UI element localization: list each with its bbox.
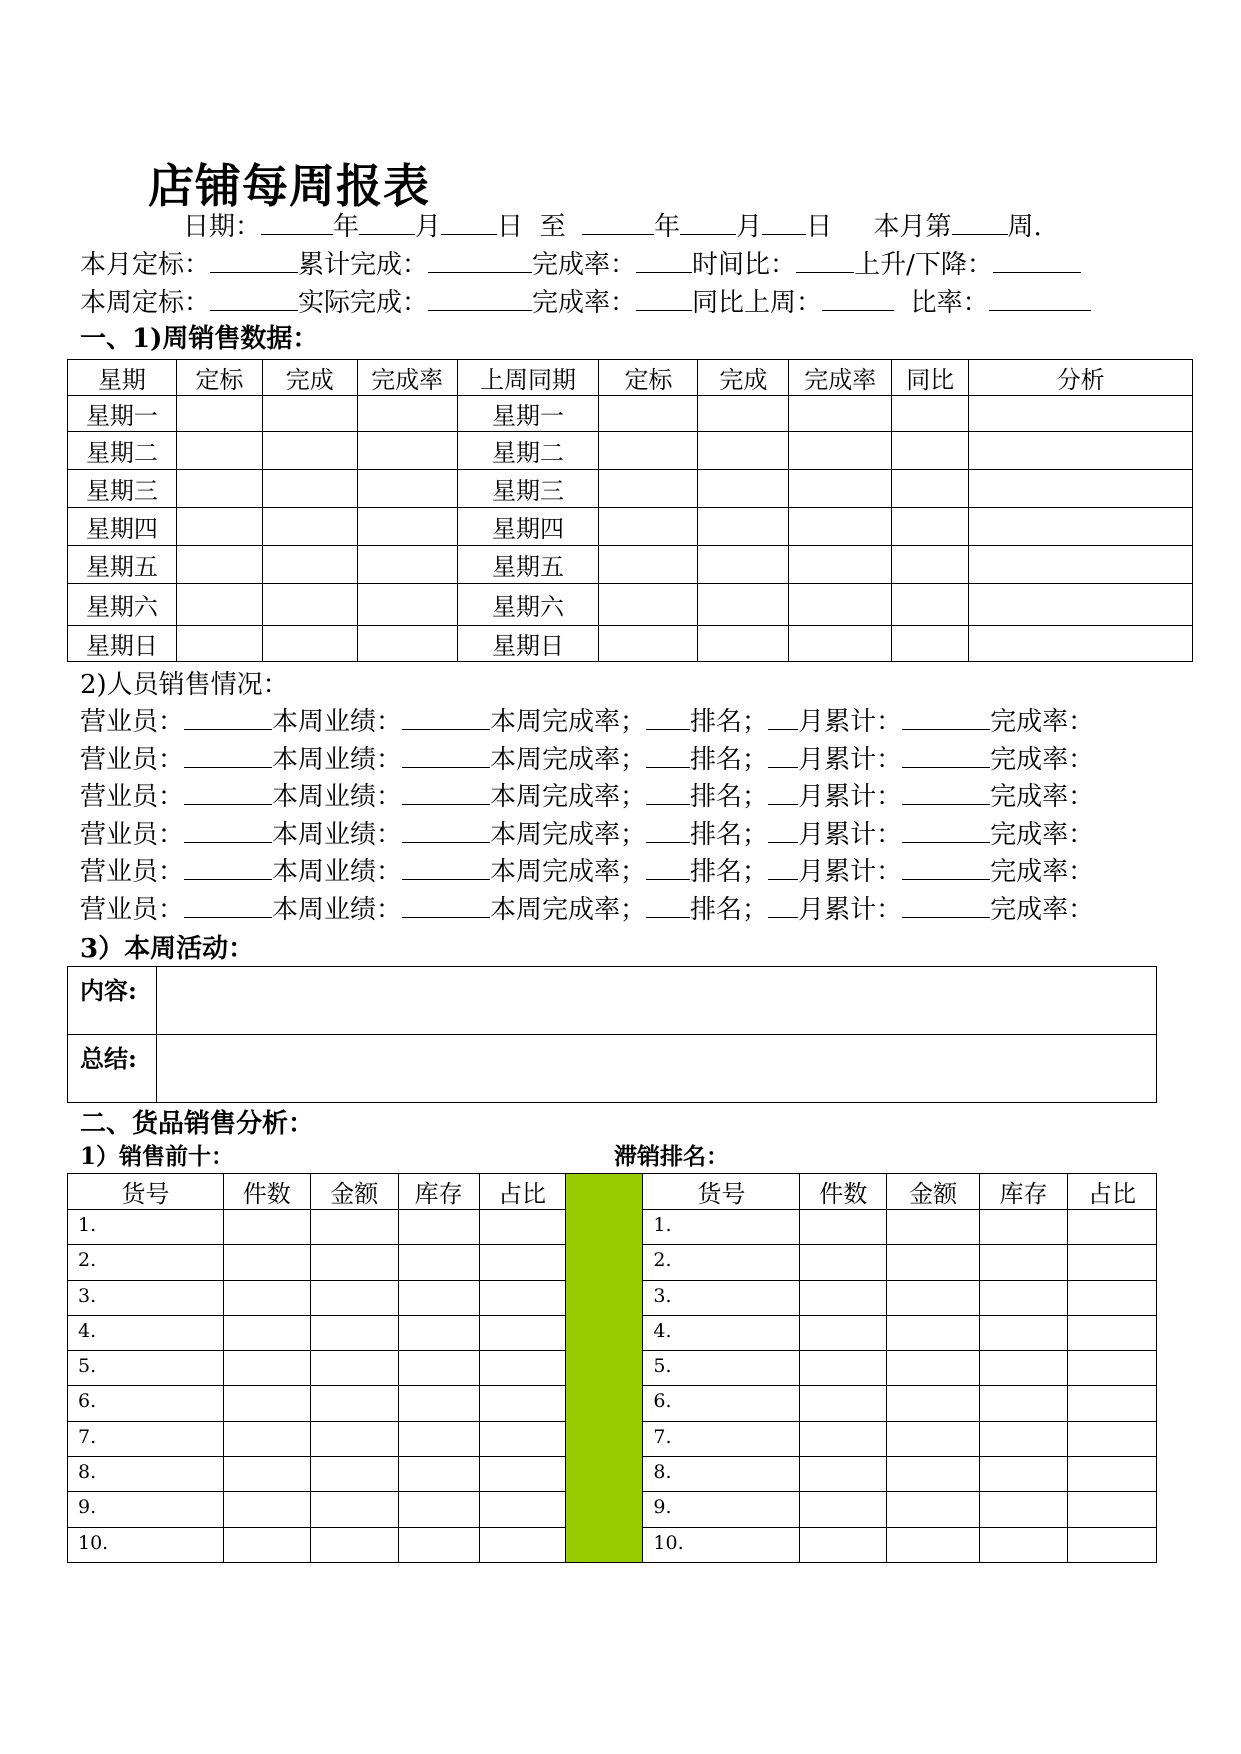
- header-rate: 完成率: [357, 360, 457, 396]
- top10-title: 1）销售前十：: [80, 1143, 235, 1170]
- header-analysis: 分析: [969, 360, 1193, 396]
- top-data-cell[interactable]: [223, 1315, 310, 1350]
- activity-content-cell[interactable]: [156, 967, 1156, 1035]
- slow-data-cell[interactable]: [980, 1210, 1068, 1245]
- weekly-data-cell[interactable]: [789, 432, 892, 470]
- slow-rank-number: 9.: [643, 1492, 800, 1527]
- weekly-data-cell[interactable]: [262, 626, 357, 662]
- top-rank-number: 7.: [68, 1421, 224, 1456]
- top-rank-number: 5.: [68, 1351, 224, 1386]
- slow-rank-number: 3.: [643, 1280, 800, 1315]
- slow-data-cell[interactable]: [800, 1280, 887, 1315]
- top-rank-number: 2.: [68, 1245, 224, 1280]
- activity-table: [67, 966, 1157, 1103]
- slow-data-cell[interactable]: [1068, 1351, 1157, 1386]
- last-week-day-cell: 星期三: [457, 470, 599, 508]
- header-target: 定标: [176, 360, 262, 396]
- weekly-data-cell[interactable]: [357, 584, 457, 626]
- top-data-cell[interactable]: [479, 1421, 565, 1456]
- slow-rank-number: 4.: [643, 1315, 800, 1350]
- day-cell: 星期六: [68, 584, 177, 626]
- weekly-data-cell[interactable]: [176, 470, 262, 508]
- section2-title: 2)人员销售情况：: [80, 670, 289, 700]
- staff-line: 营业员： 本周业绩： 本周完成率； 排名； 月累计： 完成率：: [80, 782, 1095, 812]
- activity-summary-label: 总结:: [68, 1035, 157, 1103]
- top-data-cell[interactable]: [310, 1210, 398, 1245]
- top-data-cell[interactable]: [479, 1280, 565, 1315]
- top-data-cell[interactable]: [398, 1210, 479, 1245]
- activity-content-label: 内容:: [68, 967, 157, 1035]
- top-data-cell[interactable]: [223, 1210, 310, 1245]
- top-data-cell[interactable]: [398, 1386, 479, 1421]
- top-data-cell[interactable]: [398, 1492, 479, 1527]
- weekly-data-cell[interactable]: [357, 626, 457, 662]
- weekly-data-cell[interactable]: [176, 508, 262, 546]
- last-week-day-cell: 星期四: [457, 508, 599, 546]
- goods-header-cell: 金额: [310, 1174, 398, 1210]
- weekly-data-cell[interactable]: [789, 508, 892, 546]
- goods-header-cell: 货号: [68, 1174, 224, 1210]
- weekly-data-cell[interactable]: [892, 546, 969, 584]
- weekly-data-cell[interactable]: [698, 396, 789, 432]
- activity-summary-cell[interactable]: [156, 1035, 1156, 1103]
- weekly-data-cell[interactable]: [698, 432, 789, 470]
- weekly-data-cell[interactable]: [176, 546, 262, 584]
- slow-data-cell[interactable]: [887, 1527, 980, 1562]
- weekly-data-cell[interactable]: [357, 396, 457, 432]
- top-data-cell[interactable]: [310, 1492, 398, 1527]
- top-data-cell[interactable]: [310, 1527, 398, 1562]
- weekly-data-cell[interactable]: [357, 470, 457, 508]
- last-week-day-cell: 星期五: [457, 546, 599, 584]
- slow-data-cell[interactable]: [980, 1492, 1068, 1527]
- top-data-cell[interactable]: [223, 1386, 310, 1421]
- weekly-row: [68, 584, 1193, 626]
- weekly-data-cell[interactable]: [176, 626, 262, 662]
- weekly-data-cell[interactable]: [698, 470, 789, 508]
- part2-title: 二、货品销售分析：: [80, 1109, 315, 1139]
- slow-header-cell: 金额: [887, 1174, 980, 1210]
- header-day: 星期: [68, 360, 177, 396]
- top-data-cell[interactable]: [310, 1315, 398, 1350]
- top-data-cell[interactable]: [479, 1210, 565, 1245]
- goods-header-row: [68, 1174, 1157, 1210]
- weekly-data-cell[interactable]: [789, 626, 892, 662]
- green-separator: [565, 1174, 643, 1563]
- weekly-data-cell[interactable]: [789, 546, 892, 584]
- weekly-data-cell[interactable]: [969, 626, 1193, 662]
- top-data-cell[interactable]: [479, 1457, 565, 1492]
- slow-data-cell[interactable]: [800, 1315, 887, 1350]
- weekly-data-cell[interactable]: [698, 584, 789, 626]
- top-data-cell[interactable]: [223, 1245, 310, 1280]
- top-data-cell[interactable]: [398, 1315, 479, 1350]
- goods-header-cell: 件数: [223, 1174, 310, 1210]
- top-data-cell[interactable]: [479, 1527, 565, 1562]
- slow-title: 滞销排名：: [614, 1143, 729, 1170]
- slow-data-cell[interactable]: [887, 1386, 980, 1421]
- weekly-data-cell[interactable]: [357, 432, 457, 470]
- weekly-data-cell[interactable]: [789, 470, 892, 508]
- top-data-cell[interactable]: [398, 1280, 479, 1315]
- slow-data-cell[interactable]: [800, 1421, 887, 1456]
- staff-line: 营业员： 本周业绩： 本周完成率； 排名； 月累计： 完成率：: [80, 744, 1095, 775]
- day-cell: 星期二: [68, 432, 177, 470]
- weekly-data-cell[interactable]: [789, 584, 892, 626]
- top-rank-number: 1.: [68, 1210, 224, 1245]
- slow-data-cell[interactable]: [1068, 1315, 1157, 1350]
- top-data-cell[interactable]: [223, 1492, 310, 1527]
- top-rank-number: 9.: [68, 1492, 224, 1527]
- top-data-cell[interactable]: [223, 1421, 310, 1456]
- weekly-data-cell[interactable]: [698, 626, 789, 662]
- day-cell: 星期一: [68, 396, 177, 432]
- slow-data-cell[interactable]: [800, 1492, 887, 1527]
- weekly-data-cell[interactable]: [969, 546, 1193, 584]
- top-data-cell[interactable]: [398, 1457, 479, 1492]
- slow-data-cell[interactable]: [887, 1457, 980, 1492]
- top-data-cell[interactable]: [398, 1245, 479, 1280]
- top-data-cell[interactable]: [223, 1527, 310, 1562]
- slow-header-cell: 库存: [980, 1174, 1068, 1210]
- slow-data-cell[interactable]: [980, 1315, 1068, 1350]
- weekly-data-cell[interactable]: [599, 626, 698, 662]
- weekly-data-cell[interactable]: [599, 396, 698, 432]
- header-target-2: 定标: [599, 360, 698, 396]
- slow-data-cell[interactable]: [1068, 1492, 1157, 1527]
- section1-title: 一、1)周销售数据：: [80, 324, 319, 354]
- slow-data-cell[interactable]: [800, 1210, 887, 1245]
- slow-data-cell[interactable]: [800, 1527, 887, 1562]
- staff-line: 营业员： 本周业绩： 本周完成率； 排名； 月累计： 完成率：: [80, 894, 1095, 925]
- slow-data-cell[interactable]: [800, 1457, 887, 1492]
- slow-data-cell[interactable]: [980, 1280, 1068, 1315]
- slow-data-cell[interactable]: [980, 1527, 1068, 1562]
- weekly-data-cell[interactable]: [599, 508, 698, 546]
- slow-data-cell[interactable]: [887, 1245, 980, 1280]
- slow-data-cell[interactable]: [1068, 1457, 1157, 1492]
- top-data-cell[interactable]: [398, 1527, 479, 1562]
- slow-data-cell[interactable]: [887, 1351, 980, 1386]
- weekly-data-cell[interactable]: [892, 626, 969, 662]
- weekly-row: [68, 396, 1193, 432]
- slow-data-cell[interactable]: [1068, 1210, 1157, 1245]
- slow-data-cell[interactable]: [1068, 1527, 1157, 1562]
- header-last-week: 上周同期: [457, 360, 599, 396]
- staff-line: 营业员： 本周业绩： 本周完成率； 排名； 月累计： 完成率：: [80, 857, 1095, 887]
- top-rank-number: 4.: [68, 1315, 224, 1350]
- slow-rank-number: 7.: [643, 1421, 800, 1456]
- slow-data-cell[interactable]: [800, 1351, 887, 1386]
- top-data-cell[interactable]: [310, 1457, 398, 1492]
- slow-data-cell[interactable]: [887, 1421, 980, 1456]
- weekly-data-cell[interactable]: [599, 432, 698, 470]
- slow-data-cell[interactable]: [1068, 1280, 1157, 1315]
- slow-rank-number: 10.: [643, 1527, 800, 1562]
- weekly-row: [68, 470, 1193, 508]
- day-cell: 星期日: [68, 626, 177, 662]
- weekly-data-cell[interactable]: [262, 584, 357, 626]
- weekly-data-cell[interactable]: [892, 470, 969, 508]
- weekly-data-cell[interactable]: [892, 432, 969, 470]
- goods-sales-table: [67, 1173, 1157, 1563]
- weekly-row: [68, 432, 1193, 470]
- weekly-data-cell[interactable]: [176, 396, 262, 432]
- slow-rank-number: 6.: [643, 1386, 800, 1421]
- top-data-cell[interactable]: [398, 1351, 479, 1386]
- section3-title: 3）本周活动：: [80, 934, 255, 964]
- weekly-row: [68, 626, 1193, 662]
- month-target-line: 本月定标： 累计完成： 完成率： 时间比： 上升/下降：: [80, 248, 1081, 282]
- top-data-cell[interactable]: [310, 1421, 398, 1456]
- staff-line: 营业员： 本周业绩： 本周完成率； 排名； 月累计： 完成率：: [80, 707, 1095, 737]
- week-target-line: 本周定标： 实际完成： 完成率： 同比上周： 比率：: [80, 286, 1091, 320]
- top-rank-number: 3.: [68, 1280, 224, 1315]
- top-data-cell[interactable]: [398, 1421, 479, 1456]
- top-data-cell[interactable]: [479, 1386, 565, 1421]
- top-data-cell[interactable]: [310, 1386, 398, 1421]
- top-rank-number: 8.: [68, 1457, 224, 1492]
- top-data-cell[interactable]: [223, 1351, 310, 1386]
- weekly-data-cell[interactable]: [176, 584, 262, 626]
- top-data-cell[interactable]: [223, 1457, 310, 1492]
- slow-data-cell[interactable]: [1068, 1386, 1157, 1421]
- slow-header-cell: 件数: [800, 1174, 887, 1210]
- date-line: 日期： 年 月 日 至 年 月 日 本月第 周.: [183, 212, 1042, 242]
- weekly-data-cell[interactable]: [892, 508, 969, 546]
- slow-rank-number: 8.: [643, 1457, 800, 1492]
- slow-data-cell[interactable]: [887, 1315, 980, 1350]
- weekly-data-cell[interactable]: [698, 508, 789, 546]
- weekly-data-cell[interactable]: [892, 584, 969, 626]
- goods-header-cell: 库存: [398, 1174, 479, 1210]
- slow-data-cell[interactable]: [887, 1492, 980, 1527]
- slow-rank-number: 2.: [643, 1245, 800, 1280]
- header-done-2: 完成: [698, 360, 789, 396]
- top-data-cell[interactable]: [479, 1492, 565, 1527]
- last-week-day-cell: 星期二: [457, 432, 599, 470]
- slow-data-cell[interactable]: [887, 1280, 980, 1315]
- top-data-cell[interactable]: [310, 1280, 398, 1315]
- weekly-data-cell[interactable]: [176, 432, 262, 470]
- weekly-data-cell[interactable]: [789, 396, 892, 432]
- header-done: 完成: [262, 360, 357, 396]
- header-yoy: 同比: [892, 360, 969, 396]
- weekly-data-cell[interactable]: [357, 546, 457, 584]
- page-title: 店铺每周报表: [148, 159, 430, 213]
- weekly-data-cell[interactable]: [892, 396, 969, 432]
- weekly-data-cell[interactable]: [969, 432, 1193, 470]
- slow-data-cell[interactable]: [887, 1210, 980, 1245]
- weekly-data-cell[interactable]: [262, 432, 357, 470]
- top-rank-number: 10.: [68, 1527, 224, 1562]
- weekly-data-cell[interactable]: [969, 508, 1193, 546]
- weekly-data-cell[interactable]: [262, 470, 357, 508]
- last-week-day-cell: 星期一: [457, 396, 599, 432]
- top-data-cell[interactable]: [310, 1351, 398, 1386]
- top-data-cell[interactable]: [479, 1351, 565, 1386]
- header-rate-2: 完成率: [789, 360, 892, 396]
- day-cell: 星期五: [68, 546, 177, 584]
- weekly-row: [68, 546, 1193, 584]
- slow-data-cell[interactable]: [980, 1386, 1068, 1421]
- last-week-day-cell: 星期日: [457, 626, 599, 662]
- slow-data-cell[interactable]: [980, 1351, 1068, 1386]
- slow-data-cell[interactable]: [980, 1245, 1068, 1280]
- weekly-data-cell[interactable]: [262, 508, 357, 546]
- slow-rank-number: 5.: [643, 1351, 800, 1386]
- weekly-data-cell[interactable]: [969, 584, 1193, 626]
- staff-line: 营业员： 本周业绩： 本周完成率； 排名； 月累计： 完成率：: [80, 819, 1095, 850]
- weekly-row: [68, 508, 1193, 546]
- last-week-day-cell: 星期六: [457, 584, 599, 626]
- weekly-data-cell[interactable]: [599, 470, 698, 508]
- weekly-data-cell[interactable]: [599, 584, 698, 626]
- slow-header-cell: 货号: [643, 1174, 800, 1210]
- weekly-data-cell[interactable]: [599, 546, 698, 584]
- slow-data-cell[interactable]: [1068, 1421, 1157, 1456]
- weekly-data-cell[interactable]: [262, 546, 357, 584]
- slow-data-cell[interactable]: [1068, 1245, 1157, 1280]
- top-rank-number: 6.: [68, 1386, 224, 1421]
- top-data-cell[interactable]: [310, 1245, 398, 1280]
- weekly-data-cell[interactable]: [698, 546, 789, 584]
- top-data-cell[interactable]: [223, 1280, 310, 1315]
- slow-data-cell[interactable]: [800, 1386, 887, 1421]
- slow-data-cell[interactable]: [800, 1245, 887, 1280]
- day-cell: 星期三: [68, 470, 177, 508]
- slow-data-cell[interactable]: [980, 1457, 1068, 1492]
- weekly-data-cell[interactable]: [969, 396, 1193, 432]
- top-data-cell[interactable]: [479, 1245, 565, 1280]
- weekly-data-cell[interactable]: [262, 396, 357, 432]
- day-cell: 星期四: [68, 508, 177, 546]
- weekly-data-cell[interactable]: [969, 470, 1193, 508]
- weekly-sales-table: [67, 359, 1193, 662]
- slow-header-cell: 占比: [1068, 1174, 1157, 1210]
- goods-header-cell: 占比: [479, 1174, 565, 1210]
- top-data-cell[interactable]: [479, 1315, 565, 1350]
- slow-rank-number: 1.: [643, 1210, 800, 1245]
- slow-data-cell[interactable]: [980, 1421, 1068, 1456]
- weekly-data-cell[interactable]: [357, 508, 457, 546]
